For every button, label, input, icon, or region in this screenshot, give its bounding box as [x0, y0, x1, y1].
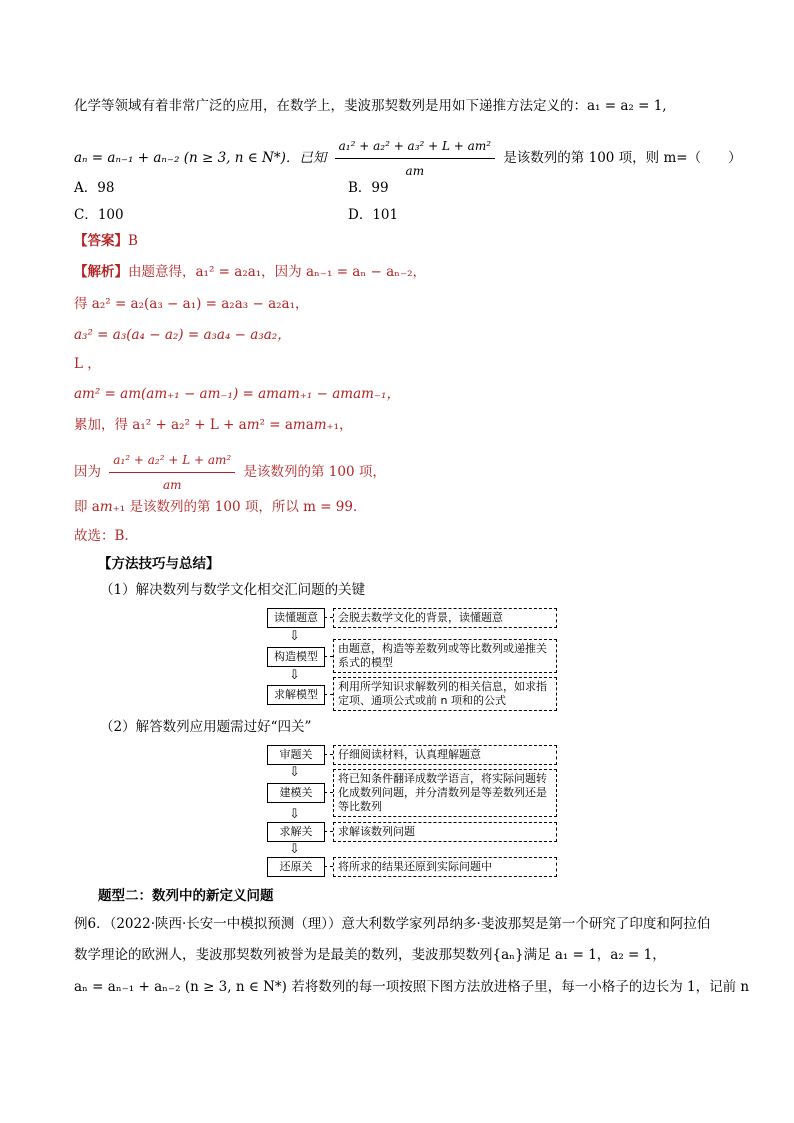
flow2-desc-1: 仔细阅读材料，认真理解题意: [333, 745, 557, 765]
fraction-denominator: a𝑚: [405, 164, 425, 178]
analysis-text-1: 由题意得，a₁² = a₂a₁，因为 aₙ₋₁ = aₙ − aₙ₋₂，: [128, 264, 427, 280]
analysis-fraction-tail: 是该数列的第 100 项，: [243, 464, 386, 480]
flow1-desc-2: 由题意，构造等差数列或等比数列或递推关系式的模型: [333, 639, 557, 673]
flow1-box-2: 构造模型: [267, 647, 325, 667]
analysis-line-2: 得 a₂² = a₂(a₃ − a₁) = a₂a₃ − a₂a₁，: [74, 296, 309, 312]
analysis-line-8: 即 a𝑚₊₁ 是该数列的第 100 项，所以 m = 99．: [74, 499, 367, 515]
flow2-desc-3: 求解该数列问题: [333, 822, 557, 842]
arrow-down-icon: ⇩: [289, 629, 300, 644]
flow2-connector-3: [324, 831, 333, 832]
flow2-box-4: 还原关: [267, 857, 325, 877]
question-tail: 是该数列的第 100 项，则 m=（ ）: [503, 150, 742, 166]
arrow-down-icon: ⇩: [289, 807, 300, 822]
analysis-fraction-denominator: a𝑚: [162, 478, 182, 492]
option-c: C．100: [74, 207, 124, 223]
analysis-line-4: L ，: [74, 356, 101, 372]
analysis-line-9: 故选：B.: [74, 528, 129, 544]
option-d: D．101: [348, 207, 399, 223]
arrow-down-icon: ⇩: [289, 765, 300, 780]
example6-line-1: 例6．（2022·陕西·长安一中模拟预测（理））意大利数学家列昂纳多·斐波那契是第一个研究了印度和阿拉伯: [74, 916, 711, 932]
example6-line-3: aₙ = aₙ₋₁ + aₙ₋₂ (n ≥ 3, n ∈ N*) 若将数列的每一项按照下图方法放进格子里，每一小格子的边长为 1，记前 n: [74, 979, 750, 995]
section-heading-type2: 题型二：数列中的新定义问题: [98, 888, 274, 904]
analysis-line-1: [74, 262, 426, 282]
answer-label: 【答案】: [74, 233, 128, 249]
method-subtitle-2: （2）解答数列应用题需过好“四关”: [100, 719, 312, 735]
flow2-connector-1: [324, 754, 333, 755]
analysis-line-3: a₃² = a₃(a₄ − a₂) = a₃a₄ − a₃a₂，: [74, 327, 291, 343]
method-title: 【方法技巧与总结】: [98, 556, 220, 572]
flow2-box-3: 求解关: [267, 822, 325, 842]
flow2-desc-4: 将所求的结果还原到实际问题中: [333, 857, 557, 877]
flow1-box-1: 读懂题意: [267, 608, 325, 628]
flow1-box-3: 求解模型: [267, 685, 325, 705]
analysis-fraction-numerator: a₁² + a₂² + L + a𝑚²: [109, 450, 235, 473]
analysis-label: 【解析】: [74, 264, 128, 280]
arrow-down-icon: ⇩: [289, 842, 300, 857]
option-a: A．98: [74, 180, 115, 196]
flow1-desc-1: 会脱去数学文化的背景，读懂题意: [333, 608, 557, 628]
fraction-numerator: a₁² + a₂² + a₃² + L + a𝑚²: [335, 136, 495, 159]
answer-value: B: [128, 233, 138, 249]
flow2-desc-2: 将已知条件翻译成数学语言，将实际问题转化成数列问题，并分清数列是等差数列还是等比数列: [333, 769, 557, 817]
question-line-2: [74, 136, 742, 181]
analysis-line-7: [74, 450, 386, 495]
flow2-box-2: 建模关: [267, 783, 325, 803]
method-subtitle-1: （1）解决数列与数学文化相交汇问题的关键: [100, 582, 366, 598]
recurrence-formula: aₙ = aₙ₋₁ + aₙ₋₂ (n ≥ 3, n ∈ N*)．已知: [74, 150, 327, 166]
option-b: B．99: [348, 180, 389, 196]
flowchart-2: [267, 745, 557, 875]
answer-line: [74, 231, 138, 251]
flow2-connector-2: [324, 792, 333, 793]
analysis-line-5: a𝑚² = a𝑚(a𝑚₊₁ − a𝑚₋₁) = a𝑚a𝑚₊₁ − a𝑚a𝑚₋₁，: [74, 386, 400, 402]
flow2-box-1: 审题关: [267, 745, 325, 765]
flow1-connector-2: [324, 656, 333, 657]
flow1-connector-1: [324, 617, 333, 618]
flow1-desc-3: 利用所学知识求解数列的相关信息，如求指定项、通项公式或前 n 项和的公式: [333, 677, 557, 711]
flow2-connector-4: [324, 866, 333, 867]
example6-line-2: 数学理论的欧洲人，斐波那契数列被誉为是最美的数列，斐波那契数列{aₙ}满足 a₁ = 1，a₂ = 1，: [74, 947, 666, 963]
question-fraction: [335, 136, 495, 181]
analysis-because: 因为: [74, 464, 101, 480]
analysis-fraction: [109, 450, 235, 495]
analysis-line-6: 累加，得 a₁² + a₂² + L + a𝑚² = a𝑚a𝑚₊₁，: [74, 417, 353, 433]
question-line-1: 化学等领域有着非常广泛的应用，在数学上，斐波那契数列是用如下递推方法定义的：a₁ = a₂ = 1,: [74, 98, 667, 114]
flow1-connector-3: [324, 694, 333, 695]
arrow-down-icon: ⇩: [289, 668, 300, 683]
flowchart-1: [267, 608, 557, 708]
